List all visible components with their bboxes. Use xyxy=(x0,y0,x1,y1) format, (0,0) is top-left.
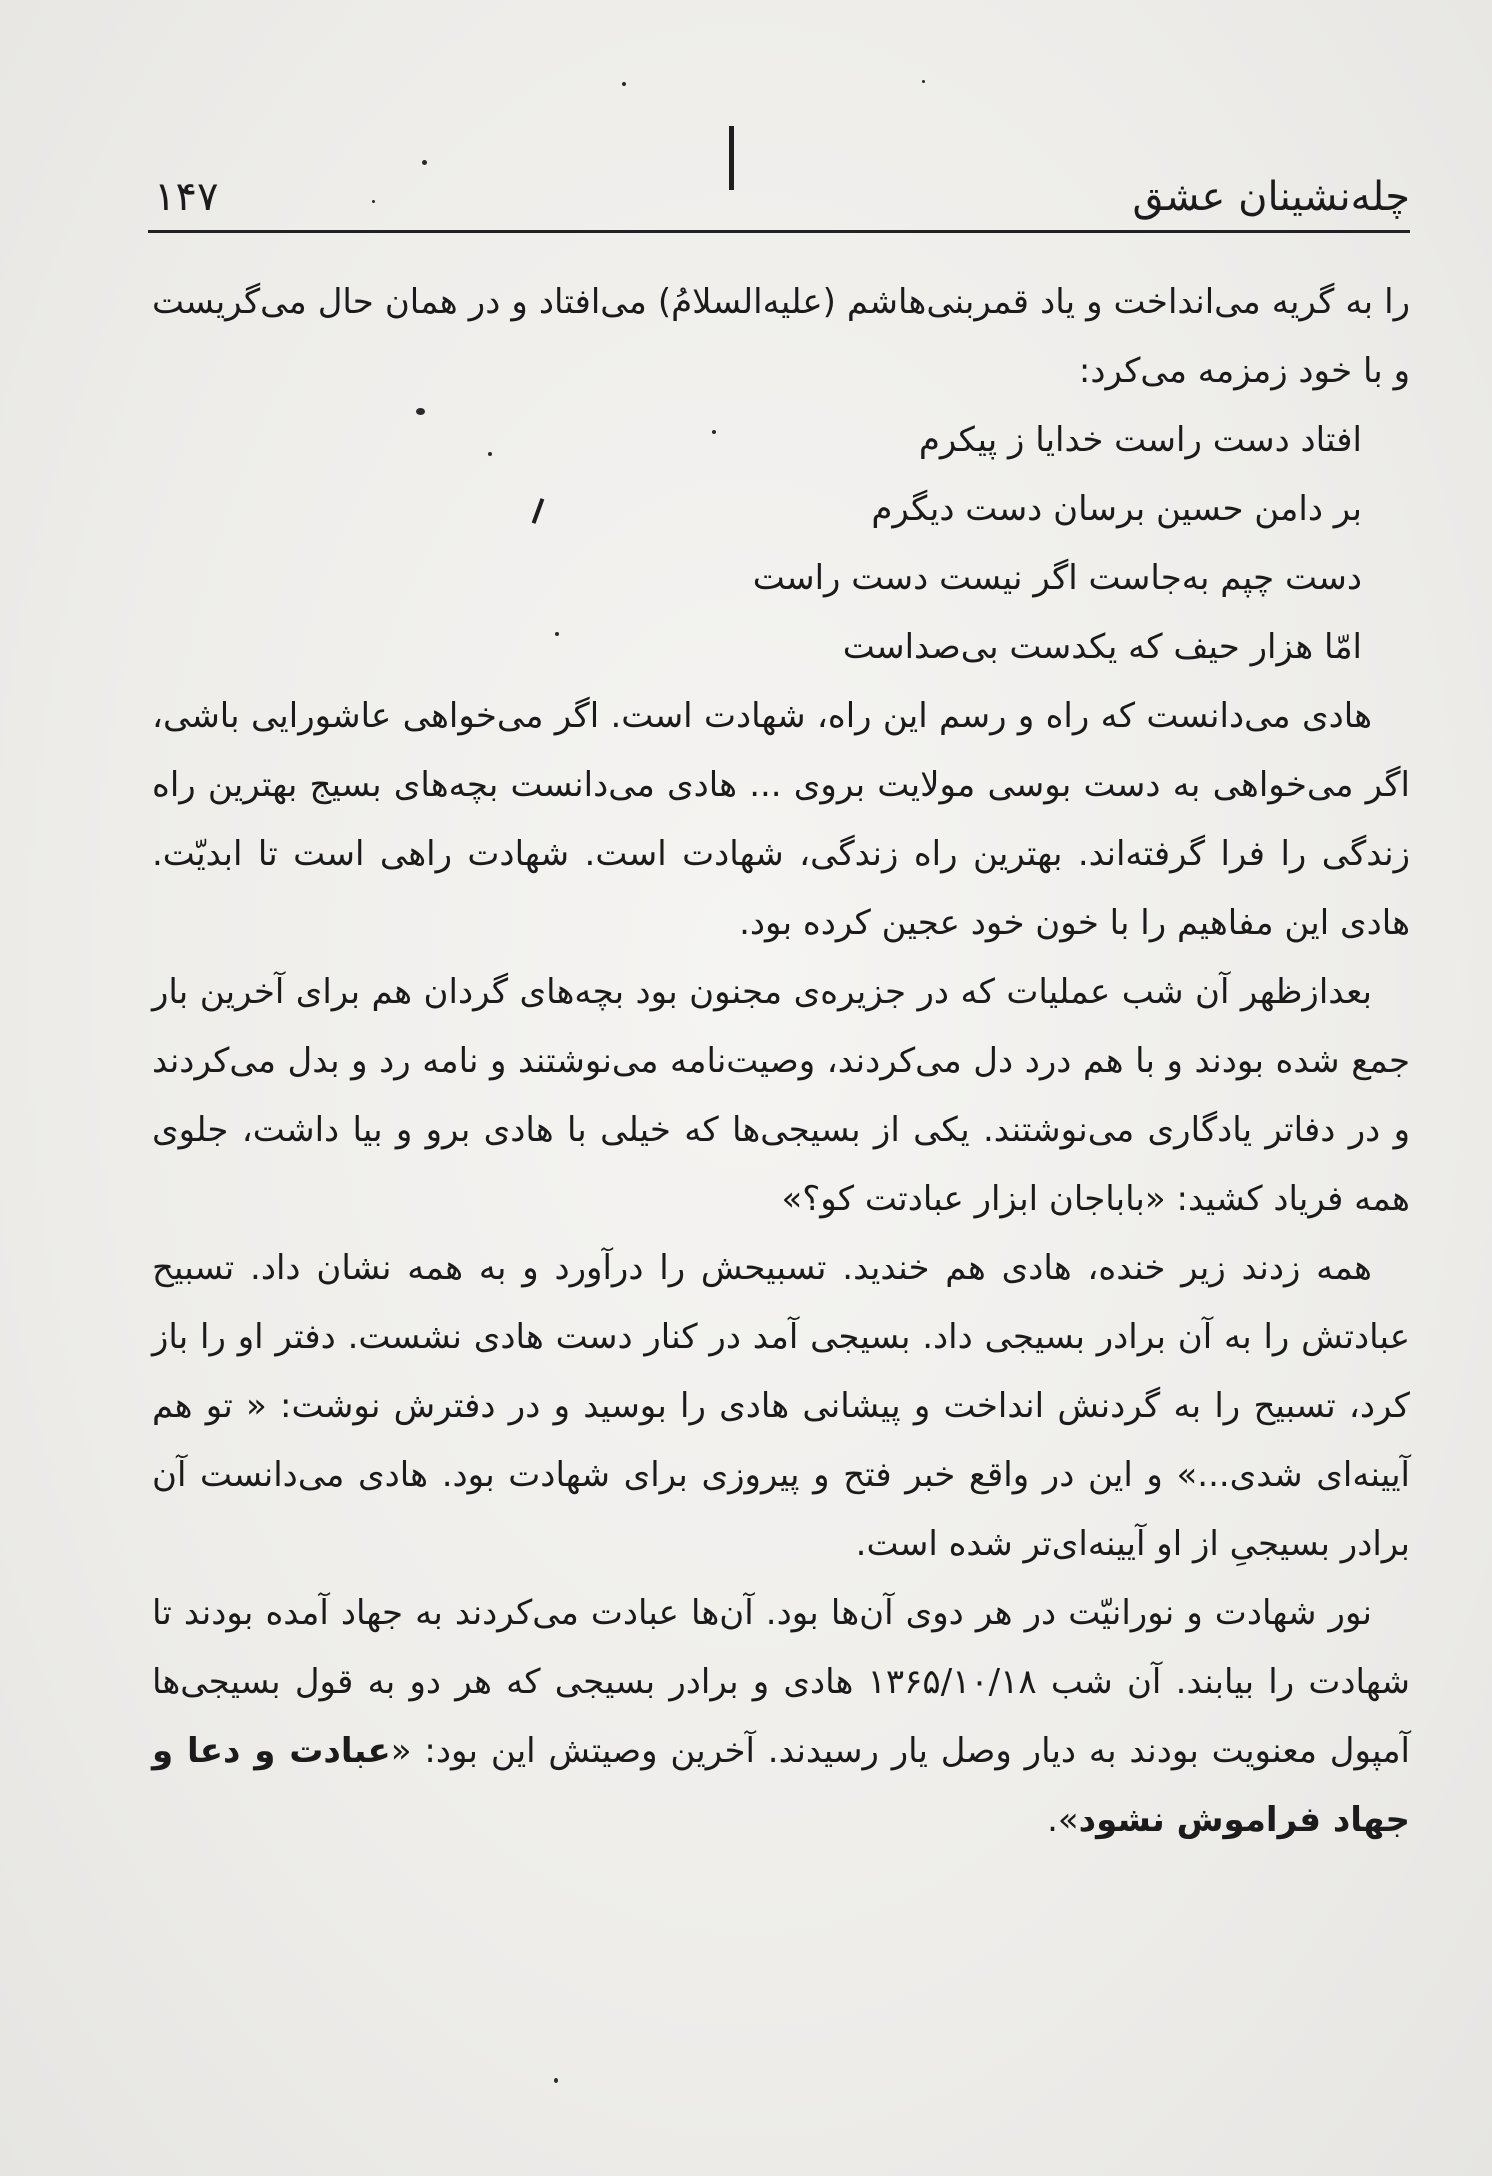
paragraph-5-text: نور شهادت و نورانیّت در هر دوی آن‌ها بود. آن‌ها عبادت می‌کردند به جهاد آمده بودند تا شهادت را بیابند. آن شب ۱۳۶۵/۱۰/۱۸ هادی و برادر بسیجی که هر دو به قول بسیجی‌ها آمپول معنویت بودند به دیار وصل یار رسیدند. آخرین وصیتش این بود: « xyxy=(152,1593,1410,1771)
paragraph-5-end: ». xyxy=(1047,1800,1079,1840)
paragraph-4: همه زدند زیر خنده، هادی هم خندید. تسبیحش را درآورد و به همه نشان داد. تسبیح عبادتش را به آن برادر بسیجی داد. بسیجی آمد در کنار دست هادی نشست. دفتر او را باز کرد، تسبیح را به گردنش انداخت و پیشانی هادی را بوسید و در دفترش نوشت: « تو هم آیینه‌ای شدی...» و این در واقع خبر فتح و پیروزی برای شهادت بود. هادی می‌دانست آن برادر بسیجیِ از او آیینه‌ای‌تر شده است. xyxy=(152,1248,1410,1564)
page-body xyxy=(152,268,1410,1855)
paragraph-3: بعدازظهر آن شب عملیات که در جزیره‌ی مجنون بود بچه‌های گردان هم برای آخرین بار جمع شده بودند و با هم درد دل می‌کردند، وصیت‌نامه می‌نوشتند و نامه رد و بدل می‌کردند و در دفاتر یادگاری می‌نوشتند. یکی از بسیجی‌ها که خیلی با هادی برو و بیا داشت، جلوی همه فریاد کشید: «باباجان ابزار عبادتت کو؟» xyxy=(152,972,1410,1219)
final-will-quote: عبادت و دعا و جهاد فراموش نشود xyxy=(152,1731,1410,1840)
paragraph-1: را به گریه می‌انداخت و یاد قمربنی‌هاشم (علیه‌السلامُ) می‌افتاد و در همان حال می‌گریست و با خود زمزمه می‌کرد: xyxy=(152,282,1410,391)
header-rule xyxy=(148,230,1410,233)
running-header xyxy=(148,168,1410,230)
paragraph-5 xyxy=(152,1579,1410,1855)
running-title: چله‌نشینان عشق xyxy=(1132,174,1410,220)
poem-verse-3: دست چپم به‌جاست اگر نیست دست راست xyxy=(752,558,1362,598)
poem-verse-1: افتاد دست راست خدایا ز پیکرم xyxy=(918,420,1362,460)
poem-verse-4: امّا هزار حیف که یکدست بی‌صداست xyxy=(842,627,1362,667)
poem xyxy=(152,406,1410,682)
poem-verse-2: بر دامن حسین برسان دست دیگرم xyxy=(871,489,1362,529)
page-number: ۱۴۷ xyxy=(154,174,219,220)
paragraph-2: هادی می‌دانست که راه و رسم این راه، شهادت است. اگر می‌خواهی عاشورایی باشی، اگر می‌خواهی به دست بوسی مولایت بروی ... هادی می‌دانست بچه‌های بسیج بهترین راه زندگی را فرا گرفته‌اند. بهترین راه زندگی، شهادت است. شهادت راهی است تا ابدیّت. هادی این مفاهیم را با خون خود عجین کرده بود. xyxy=(152,696,1410,943)
scan-mark xyxy=(729,126,734,190)
